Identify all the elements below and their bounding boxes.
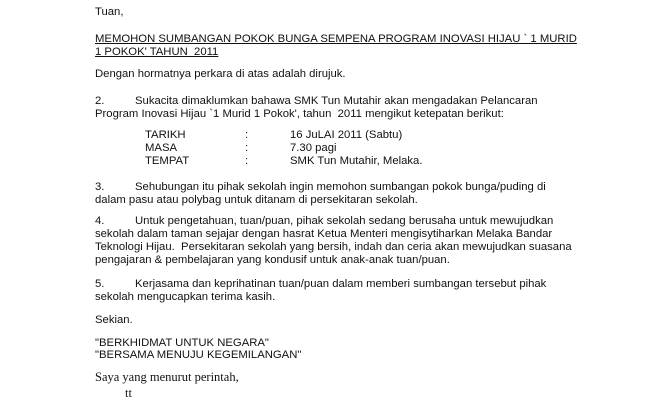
paragraph-2-line-2: Program Inovasi Hijau `1 Murid 1 Pokok', tahun 2011 mengikut ketepatan berikut: bbox=[95, 108, 504, 120]
subject-line-1: MEMOHON SUMBANGAN POKOK BUNGA SEMPENA PROGRAM INOVASI HIJAU ` 1 MURID bbox=[95, 33, 577, 45]
paragraph-2-number: 2. bbox=[95, 95, 105, 107]
paragraph-4-line-2: sekolah dalam taman sejajar dengan hasrat Ketua Menteri mengisytiharkan Melaka Bandar bbox=[95, 228, 553, 240]
paragraph-5-line-2: sekolah mengucapkan terima kasih. bbox=[95, 291, 276, 303]
paragraph-4-number: 4. bbox=[95, 215, 105, 227]
paragraph-3-line-1: Sehubungan itu pihak sekolah ingin memohon sumbangan pokok bunga/puding di bbox=[135, 181, 546, 193]
motto-line-2: "BERSAMA MENUJU KEGEMILANGAN" bbox=[95, 349, 302, 361]
motto-line-1: "BERKHIDMAT UNTUK NEGARA" bbox=[95, 337, 269, 349]
paragraph-4-line-3: Teknologi Hijau. Persekitaran sekolah yang bersih, indah dan ceria akan mewujudkan suasana bbox=[95, 241, 572, 253]
paragraph-2-line-1: Sukacita dimaklumkan bahawa SMK Tun Mutahir akan mengadakan Pelancaran bbox=[135, 95, 538, 107]
detail-colon: : bbox=[245, 155, 249, 167]
closing: Sekian. bbox=[95, 314, 133, 326]
salutation: Tuan, bbox=[95, 6, 124, 18]
signoff: Saya yang menurut perintah, bbox=[95, 370, 239, 384]
intro-paragraph: Dengan hormatnya perkara di atas adalah dirujuk. bbox=[95, 68, 346, 80]
paragraph-5-number: 5. bbox=[95, 278, 105, 290]
detail-value: SMK Tun Mutahir, Melaka. bbox=[290, 155, 423, 167]
detail-label: TARIKH bbox=[145, 129, 186, 141]
letter-body bbox=[95, 0, 577, 400]
detail-value: 16 JuLAI 2011 (Sabtu) bbox=[290, 129, 403, 141]
detail-colon: : bbox=[245, 142, 249, 154]
detail-label: TEMPAT bbox=[145, 155, 190, 167]
paragraph-4-line-4: pengajaran & pembelajaran yang kondusif untuk anak-anak tuan/puan. bbox=[95, 254, 450, 266]
paragraph-5-line-1: Kerjasama dan keprihatinan tuan/puan dalam memberi sumbangan tersebut pihak bbox=[135, 278, 547, 290]
detail-value: 7.30 pagi bbox=[290, 142, 337, 154]
paragraph-4-line-1: Untuk pengetahuan, tuan/puan, pihak sekolah sedang berusaha untuk mewujudkan bbox=[135, 215, 554, 227]
paragraph-3-line-2: dalam pasu atau polybag untuk ditanam di persekitaran sekolah. bbox=[95, 194, 418, 206]
subject-line-2: 1 POKOK' TAHUN 2011 bbox=[95, 46, 219, 58]
signature: tt bbox=[125, 386, 132, 400]
detail-label: MASA bbox=[145, 142, 178, 154]
detail-colon: : bbox=[245, 129, 249, 141]
paragraph-3-number: 3. bbox=[95, 181, 105, 193]
